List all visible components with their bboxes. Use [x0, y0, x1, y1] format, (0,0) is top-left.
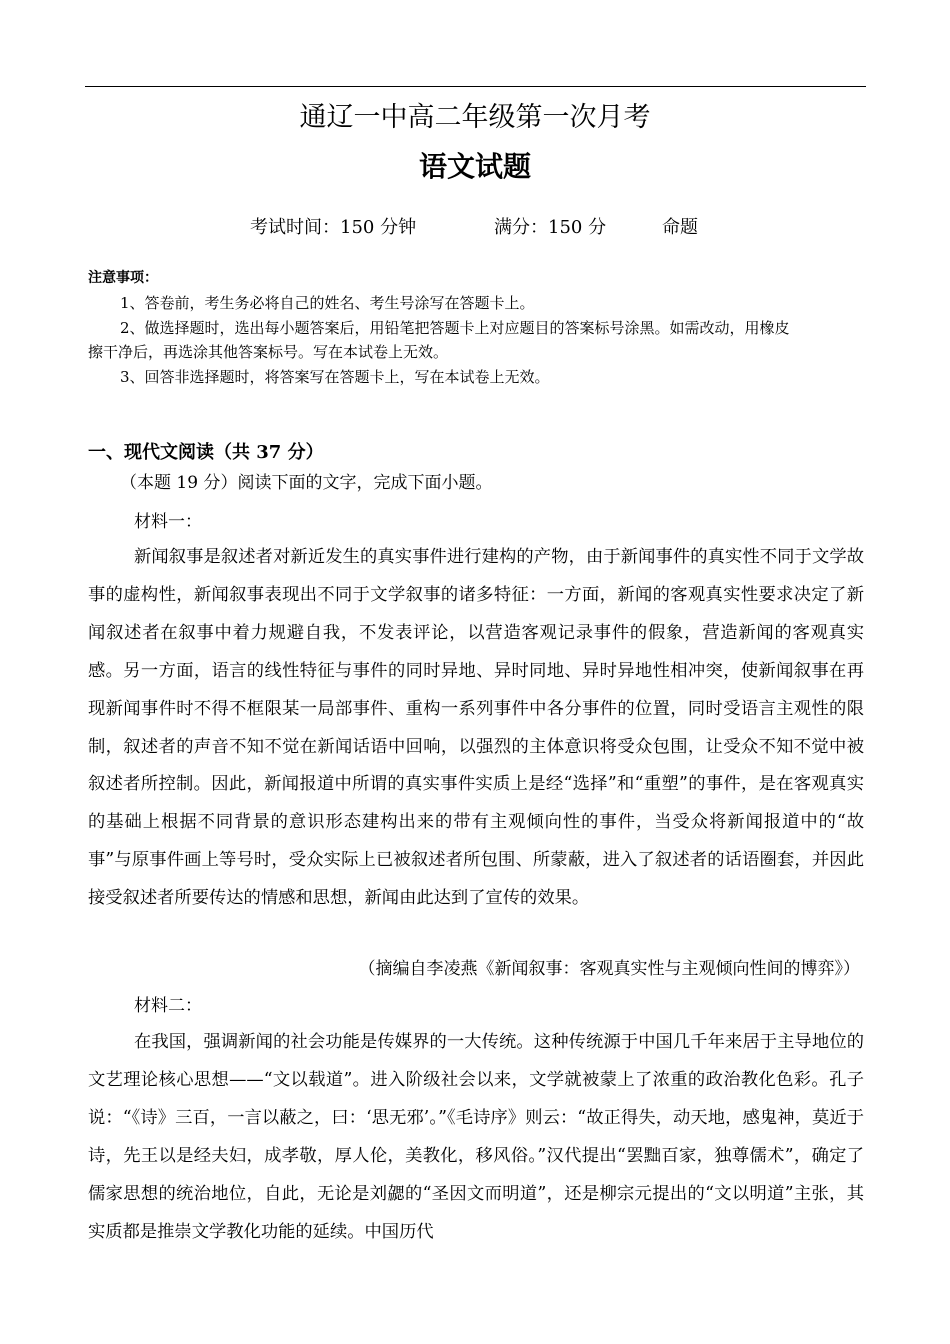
material-1-text: 新闻叙事是叙述者对新近发生的真实事件进行建构的产物，由于新闻事件的真实性不同于文学故事的虚构性，新闻叙事表现出不同于文学叙事的诸多特征：一方面，新闻的客观真实性要求决定了新闻叙述者在叙事中着力规避自我，不发表评论，以营造客观记录事件的假象，营造新闻的客观真实感。另一方面，语言的线性特征与事件的同时异地、异时同地、异时异地性相冲突，使新闻叙事在再现新闻事件时不得不框限某一局部事件、重构一系列事件中各分事件的位置，同时受语言主观性的限制，叙述者的声音不知不觉在新闻话语中回响，以强烈的主体意识将受众包围，让受众不知不觉中被叙述者所控制。因此，新闻报道中所谓的真实事件实质上是经“选择”和“重塑”的事件，是在客观真实的基础上根据不同背景的意识形态建构出来的带有主观倾向性的事件，当受众将新闻报道中的“故事”与原事件画上等号时，受众实际上已被叙述者所包围、所蒙蔽，进入了叙述者的话语圈套，并因此接受叙述者所要传达的情感和思想，新闻由此达到了宣传的效果。 [88, 547, 864, 909]
material-2-label: 材料二： [134, 996, 202, 1016]
exam-subtitle: 语文试题 [418, 150, 531, 183]
note-item-3: 3、回答非选择题时，将答案写在答题卡上，写在本试卷上无效。 [120, 368, 550, 386]
material-2-text: 在我国，强调新闻的社会功能是传媒界的一大传统。这种传统源于中国几千年来居于主导地位的文艺理论核心思想——“文以载道”。进入阶级社会以来，文学就被蒙上了浓重的政治教化色彩。孔子说：“《诗》三百，一言以蔽之，曰：‘思无邪’。”《毛诗序》则云：“故正得失，动天地，感鬼神，莫近于诗，先王以是经夫妇，成孝敬，厚人伦，美教化，移风俗。”汉代提出“罢黜百家，独尊儒术”，确定了儒家思想的统治地位，自此，无论是刘勰的“圣因文而明道”，还是柳宗元提出的“文以明道”主张，其实质都是推崇文学教化功能的延续。中国历代 [88, 1032, 864, 1242]
section-heading: 一、现代文阅读（共 37 分） [88, 442, 324, 463]
header-rule [85, 86, 866, 87]
section-intro: （本题 19 分）阅读下面的文字，完成下面小题。 [120, 473, 493, 493]
material-1-source: （摘编自李凌燕《新闻叙事：客观真实性与主观倾向性间的博弈》） [358, 959, 860, 979]
full-score: 满分：150 分 [494, 217, 607, 238]
material-1-label: 材料一： [134, 512, 202, 532]
note-item-2: 2、做选择题时，选出每小题答案后，用铅笔把答题卡上对应题目的答案标号涂黑。如需改动，用橡皮 [120, 319, 790, 337]
note-item-1: 1、答卷前，考生务必将自己的姓名、考生号涂写在答题卡上。 [120, 294, 535, 312]
question-setter: 命题 [662, 217, 698, 238]
note-item-2-continued: 擦干净后，再选涂其他答案标号。写在本试卷上无效。 [88, 343, 449, 361]
exam-title: 通辽一中高二年级第一次月考 [299, 102, 651, 133]
notes-heading: 注意事项： [88, 270, 158, 286]
exam-time: 考试时间：150 分钟 [250, 217, 417, 238]
